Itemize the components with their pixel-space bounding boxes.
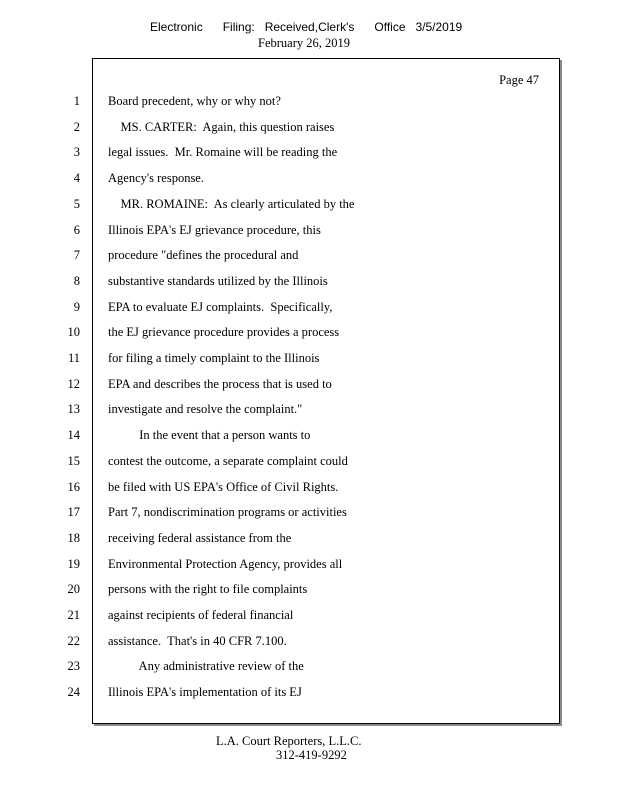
line-text: receiving federal assistance from the (108, 531, 292, 545)
line-number: 7 (73, 248, 80, 262)
line-number: 19 (67, 557, 80, 571)
line-number: 20 (67, 582, 80, 596)
line-number: 3 (73, 145, 80, 159)
line-text: for filing a timely complaint to the Illinois (108, 351, 320, 365)
line-text: substantive standards utilized by the Illinois (108, 274, 328, 288)
line-text: persons with the right to file complaints (108, 582, 308, 596)
line-text: assistance. That's in 40 CFR 7.100. (108, 634, 287, 648)
line-text: legal issues. Mr. Romaine will be reading the (108, 145, 338, 159)
line-text: investigate and resolve the complaint." (108, 402, 303, 416)
line-text: Illinois EPA's implementation of its EJ (108, 685, 302, 699)
line-text: Any administrative review of the (108, 659, 304, 673)
line-text: MR. ROMAINE: As clearly articulated by the (108, 197, 355, 211)
line-text: MS. CARTER: Again, this question raises (108, 120, 335, 134)
line-text: EPA to evaluate EJ complaints. Specifically, (108, 300, 333, 314)
line-number: 8 (73, 274, 80, 288)
line-text: Part 7, nondiscrimination programs or activities (108, 505, 347, 519)
line-number: 2 (73, 120, 80, 134)
line-number: 21 (67, 608, 80, 622)
line-number: 23 (67, 659, 80, 673)
line-text: the EJ grievance procedure provides a process (108, 325, 340, 339)
page-number: Page 47 (499, 73, 539, 87)
line-text: EPA and describes the process that is used to (108, 377, 332, 391)
line-number: 4 (73, 171, 80, 185)
line-text: Environmental Protection Agency, provides all (108, 557, 343, 571)
line-number: 5 (73, 197, 80, 211)
line-number: 15 (67, 454, 80, 468)
line-number: 24 (67, 685, 80, 699)
line-number: 11 (67, 351, 80, 365)
line-number: 9 (73, 300, 80, 314)
line-text: contest the outcome, a separate complaint could (108, 454, 348, 468)
line-number: 12 (67, 377, 80, 391)
filing-date: February 26, 2019 (258, 36, 350, 50)
line-text: be filed with US EPA's Office of Civil Rights. (108, 480, 339, 494)
line-text: Illinois EPA's EJ grievance procedure, this (108, 223, 321, 237)
line-text: against recipients of federal financial (108, 608, 294, 622)
line-number: 17 (67, 505, 80, 519)
line-text: In the event that a person wants to (108, 428, 311, 442)
line-number: 22 (67, 634, 80, 648)
line-number: 13 (67, 402, 80, 416)
filing-stamp: Electronic Filing: Received,Clerk's Office 3/5/2019 (150, 20, 463, 34)
footer-company: L.A. Court Reporters, L.L.C. (216, 734, 362, 748)
line-number: 10 (67, 325, 80, 339)
line-number: 1 (73, 94, 80, 108)
line-text: procedure "defines the procedural and (108, 248, 299, 262)
line-number: 6 (73, 223, 80, 237)
line-text: Board precedent, why or why not? (108, 94, 281, 108)
footer-phone: 312-419-9292 (276, 748, 347, 762)
line-number: 18 (67, 531, 80, 545)
line-number: 14 (67, 428, 80, 442)
line-text: Agency's response. (108, 171, 204, 185)
line-number: 16 (67, 480, 80, 494)
